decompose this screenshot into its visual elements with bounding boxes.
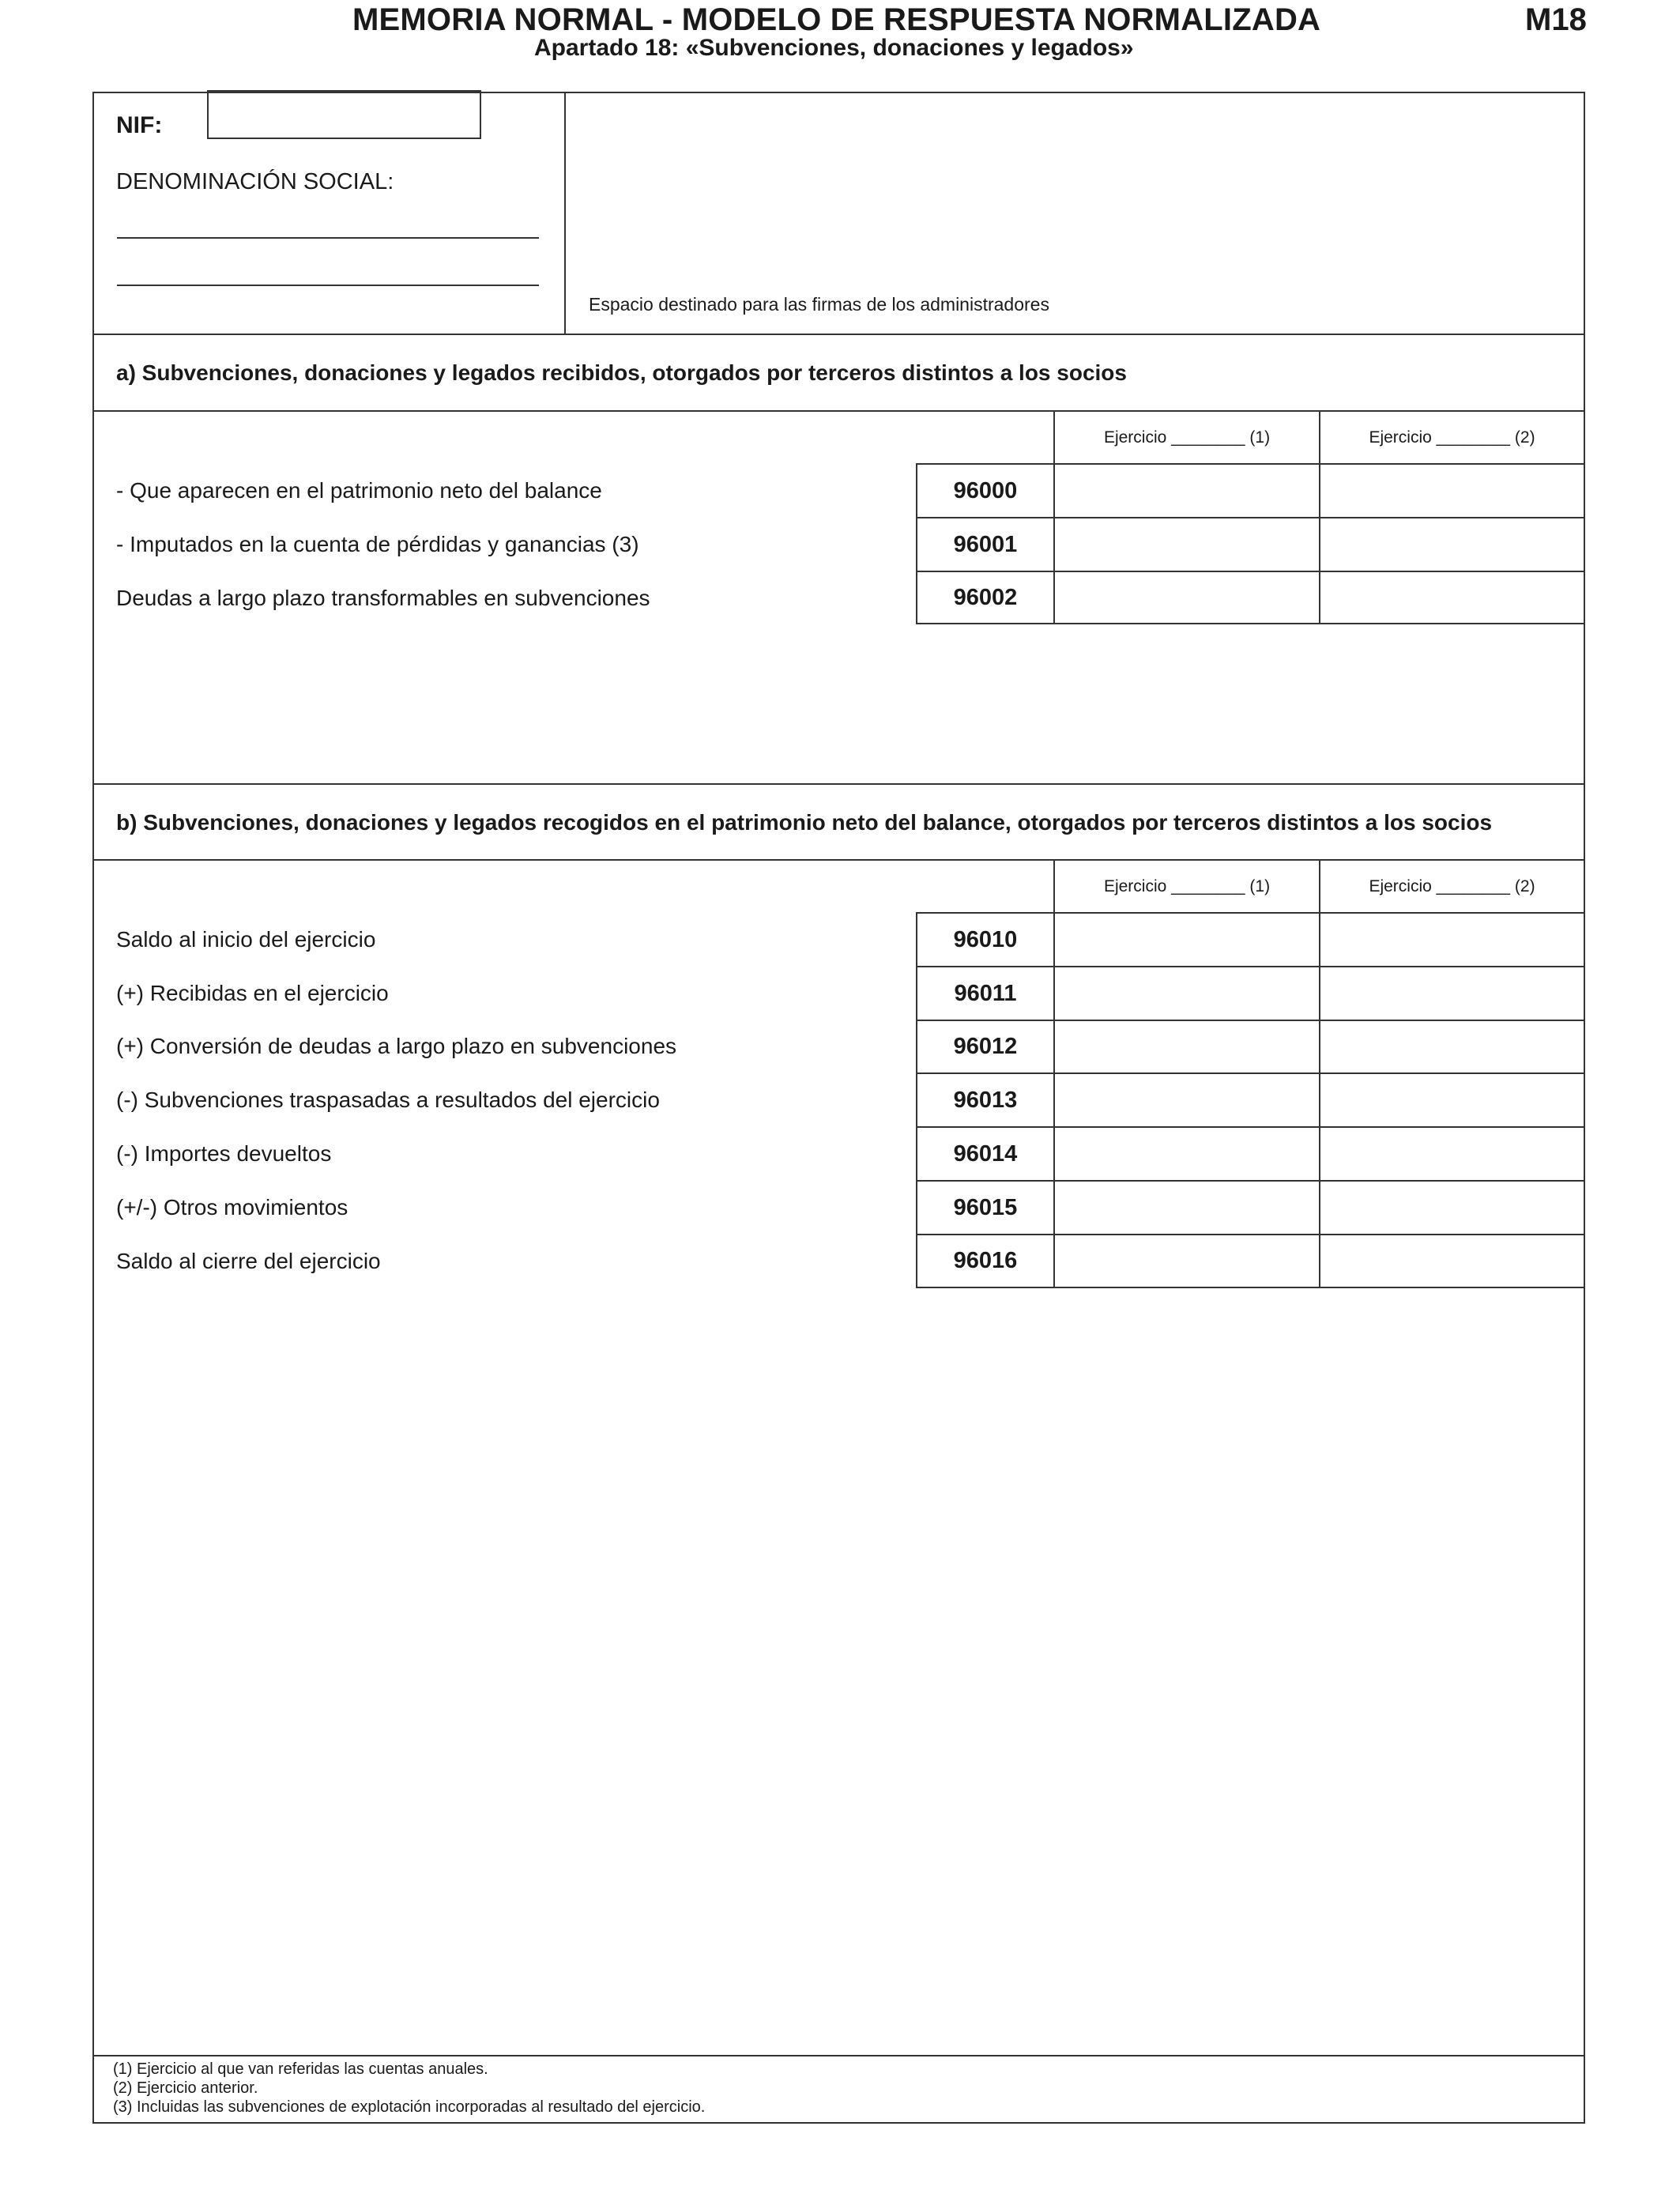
- divider: [92, 2055, 1585, 2056]
- row-label: Saldo al cierre del ejercicio: [116, 1249, 381, 1273]
- row-code: 96010: [916, 912, 1055, 967]
- value-input-ejercicio-1[interactable]: [1053, 463, 1320, 518]
- value-input-ejercicio-1[interactable]: [1053, 966, 1320, 1021]
- footnote-3: (3) Incluidas las subvenciones de explotación incorporadas al resultado del ejercicio.: [113, 2098, 706, 2116]
- denominacion-line-2[interactable]: [117, 285, 539, 286]
- row-label: (-) Subvenciones traspasadas a resultados del ejercicio: [116, 1088, 660, 1112]
- value-input-ejercicio-2[interactable]: [1319, 463, 1585, 518]
- value-input-ejercicio-2[interactable]: [1319, 966, 1585, 1021]
- row-label: (-) Importes devueltos: [116, 1141, 332, 1166]
- value-input-ejercicio-1[interactable]: [1053, 1234, 1320, 1288]
- row-label: (+) Recibidas en el ejercicio: [116, 981, 389, 1005]
- value-input-ejercicio-2[interactable]: [1319, 1234, 1585, 1288]
- row-code: 96011: [916, 966, 1055, 1021]
- form-subtitle: Apartado 18: «Subvenciones, donaciones y legados»: [534, 35, 1134, 61]
- form-title: MEMORIA NORMAL - MODELO DE RESPUESTA NORMALIZADA: [352, 2, 1321, 37]
- value-input-ejercicio-1[interactable]: [1053, 1072, 1320, 1128]
- row-code: 96013: [916, 1072, 1055, 1128]
- row-label: (+) Conversión de deudas a largo plazo en subvenciones: [116, 1034, 677, 1058]
- divider: [92, 783, 1585, 785]
- nif-label: NIF:: [116, 112, 163, 138]
- row-label: Saldo al inicio del ejercicio: [116, 927, 376, 952]
- row-code: 96002: [916, 571, 1055, 624]
- value-input-ejercicio-2[interactable]: [1319, 571, 1585, 624]
- value-input-ejercicio-1[interactable]: [1053, 517, 1320, 572]
- value-input-ejercicio-1[interactable]: [1053, 912, 1320, 967]
- value-input-ejercicio-1[interactable]: [1053, 1020, 1320, 1074]
- denominacion-label: DENOMINACIÓN SOCIAL:: [116, 169, 394, 194]
- signature-area-label: Espacio destinado para las firmas de los administradores: [589, 294, 1049, 315]
- section-b-col2-label: Ejercicio ________ (2): [1369, 876, 1535, 895]
- nif-input[interactable]: [207, 90, 481, 139]
- model-code: M18: [1525, 2, 1587, 37]
- row-code: 96012: [916, 1020, 1055, 1074]
- row-code: 96000: [916, 463, 1055, 518]
- row-label: (+/-) Otros movimientos: [116, 1195, 348, 1220]
- row-code: 96016: [916, 1234, 1055, 1288]
- value-input-ejercicio-1[interactable]: [1053, 1126, 1320, 1182]
- section-b-title: b) Subvenciones, donaciones y legados recogidos en el patrimonio neto del balance, otorgados por terceros distintos a los socios: [116, 810, 1493, 835]
- value-input-ejercicio-2[interactable]: [1319, 1020, 1585, 1074]
- section-a-col2-label: Ejercicio ________ (2): [1369, 428, 1535, 447]
- row-code: 96014: [916, 1126, 1055, 1182]
- value-input-ejercicio-2[interactable]: [1319, 1072, 1585, 1128]
- value-input-ejercicio-2[interactable]: [1319, 1126, 1585, 1182]
- value-input-ejercicio-2[interactable]: [1319, 517, 1585, 572]
- divider: [92, 334, 1585, 335]
- footnote-1: (1) Ejercicio al que van referidas las cuentas anuales.: [113, 2060, 488, 2078]
- section-b-col1-label: Ejercicio ________ (1): [1103, 876, 1271, 895]
- signature-area[interactable]: [566, 93, 1584, 334]
- row-label: - Que aparecen en el patrimonio neto del balance: [116, 478, 602, 503]
- row-code: 96001: [916, 517, 1055, 572]
- denominacion-line-1[interactable]: [117, 237, 539, 239]
- row-label: - Imputados en la cuenta de pérdidas y ganancias (3): [116, 532, 639, 556]
- row-label: Deudas a largo plazo transformables en subvenciones: [116, 586, 650, 610]
- value-input-ejercicio-2[interactable]: [1319, 1180, 1585, 1235]
- value-input-ejercicio-2[interactable]: [1319, 912, 1585, 967]
- section-a-col1-label: Ejercicio ________ (1): [1103, 428, 1271, 447]
- row-code: 96015: [916, 1180, 1055, 1235]
- value-input-ejercicio-1[interactable]: [1053, 1180, 1320, 1235]
- section-a-title: a) Subvenciones, donaciones y legados recibidos, otorgados por terceros distintos a los socios: [116, 360, 1127, 385]
- footnote-2: (2) Ejercicio anterior.: [113, 2079, 258, 2097]
- value-input-ejercicio-1[interactable]: [1053, 571, 1320, 624]
